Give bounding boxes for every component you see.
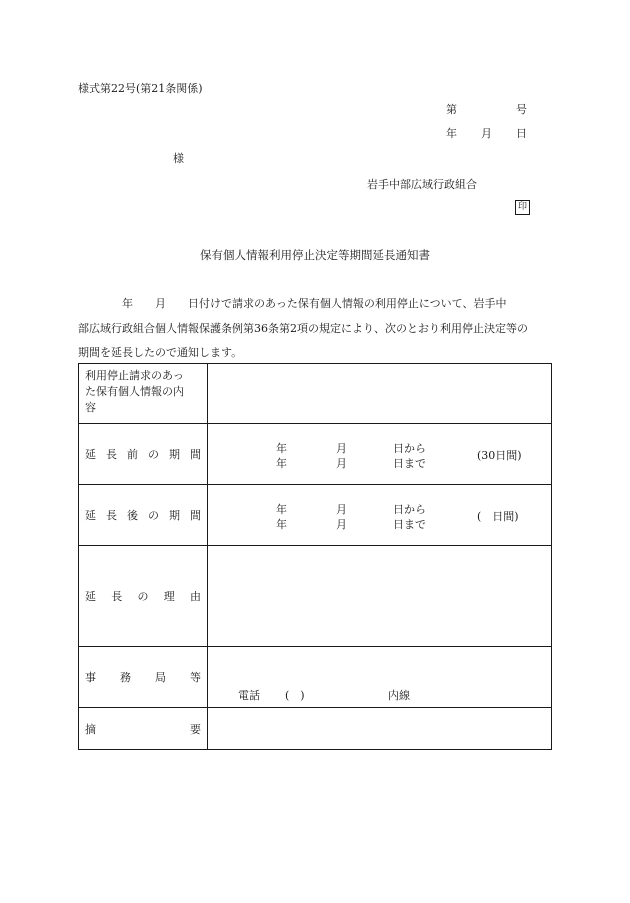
document-title: 保有個人情報利用停止決定等期間延長通知書	[200, 248, 430, 262]
document-number	[446, 103, 527, 117]
row-reason	[79, 546, 552, 647]
lbl-char: 延	[85, 590, 96, 603]
label-content-line-2: た保有個人情報の内	[85, 385, 184, 398]
phone-label: 電話	[238, 689, 260, 702]
seal-mark: 印	[515, 200, 530, 215]
lbl-char: 事	[85, 671, 96, 684]
lbl-char: 要	[190, 722, 201, 736]
lbl-char: 期	[169, 509, 180, 522]
row-period-after	[79, 485, 552, 546]
label-period-after	[79, 485, 208, 546]
phone-parens: ( )	[285, 689, 305, 702]
month-label: 月	[336, 518, 347, 531]
row-content	[79, 364, 552, 424]
issuer-name: 岩手中部広域行政組合	[367, 178, 477, 191]
value-reason[interactable]	[208, 546, 552, 647]
label-office	[79, 647, 208, 708]
lbl-char: 間	[190, 448, 201, 461]
doc-no-label: 第	[446, 103, 457, 116]
year-label: 年	[276, 518, 287, 531]
lbl-char: 間	[190, 509, 201, 522]
date-day: 日	[516, 127, 527, 140]
lbl-char: 等	[190, 671, 201, 684]
row-office	[79, 647, 552, 708]
body-text	[78, 292, 554, 366]
doc-no-suffix: 号	[516, 103, 527, 116]
until-label: 日まで	[393, 518, 426, 531]
row-period-before	[79, 424, 552, 485]
info-table	[78, 363, 552, 750]
lbl-char: 長	[111, 590, 123, 603]
until-label: 日まで	[393, 457, 426, 470]
label-period-before	[79, 424, 208, 485]
body-line-1: 年 月 日付けで請求のあった保有個人情報の利用停止について、岩手中	[78, 297, 507, 310]
year-label: 年	[276, 457, 287, 470]
month-label: 月	[336, 503, 347, 516]
value-content[interactable]	[208, 364, 552, 424]
from-label: 日から	[393, 442, 426, 455]
extension-label: 内線	[388, 689, 410, 702]
body-line-3: 期間を延長したので通知します。	[78, 346, 243, 359]
lbl-char: 延	[85, 448, 96, 461]
lbl-char: の	[137, 590, 149, 603]
label-content-line-1: 利用停止請求のあっ	[85, 369, 184, 382]
addressee-suffix: 様	[173, 152, 184, 165]
month-label: 月	[336, 442, 347, 455]
month-label: 月	[336, 457, 347, 470]
form-number: 様式第22号(第21条関係)	[78, 82, 203, 95]
value-remarks[interactable]	[208, 708, 552, 750]
lbl-char: 後	[127, 509, 138, 522]
lbl-char: 前	[127, 448, 138, 461]
value-office[interactable]	[208, 647, 552, 708]
value-period-before[interactable]	[208, 424, 552, 485]
lbl-char: 期	[169, 448, 180, 461]
lbl-char: の	[148, 448, 159, 461]
lbl-char: 局	[155, 671, 166, 684]
row-remarks	[79, 708, 552, 750]
lbl-char: 摘	[85, 722, 96, 736]
date-year: 年	[446, 127, 457, 140]
lbl-char: 長	[106, 448, 117, 461]
year-label: 年	[276, 503, 287, 516]
lbl-char: 長	[106, 509, 117, 522]
label-content-line-3: 容	[85, 401, 96, 414]
lbl-char: 由	[190, 590, 201, 603]
body-line-2: 部広域行政組合個人情報保護条例第36条第2項の規定により、次のとおり利用停止決定等の	[78, 321, 528, 335]
date-month: 月	[481, 127, 492, 140]
lbl-char: 務	[120, 671, 131, 684]
year-label: 年	[276, 442, 287, 455]
lbl-char: 延	[85, 509, 96, 522]
days-before: (30日間)	[477, 449, 522, 462]
label-content	[79, 364, 208, 424]
from-label: 日から	[393, 503, 426, 516]
label-reason	[79, 546, 208, 647]
label-remarks	[79, 708, 208, 750]
lbl-char: 理	[163, 590, 175, 603]
value-period-after[interactable]	[208, 485, 552, 546]
lbl-char: の	[148, 509, 159, 522]
days-after: ( 日間)	[477, 510, 519, 523]
